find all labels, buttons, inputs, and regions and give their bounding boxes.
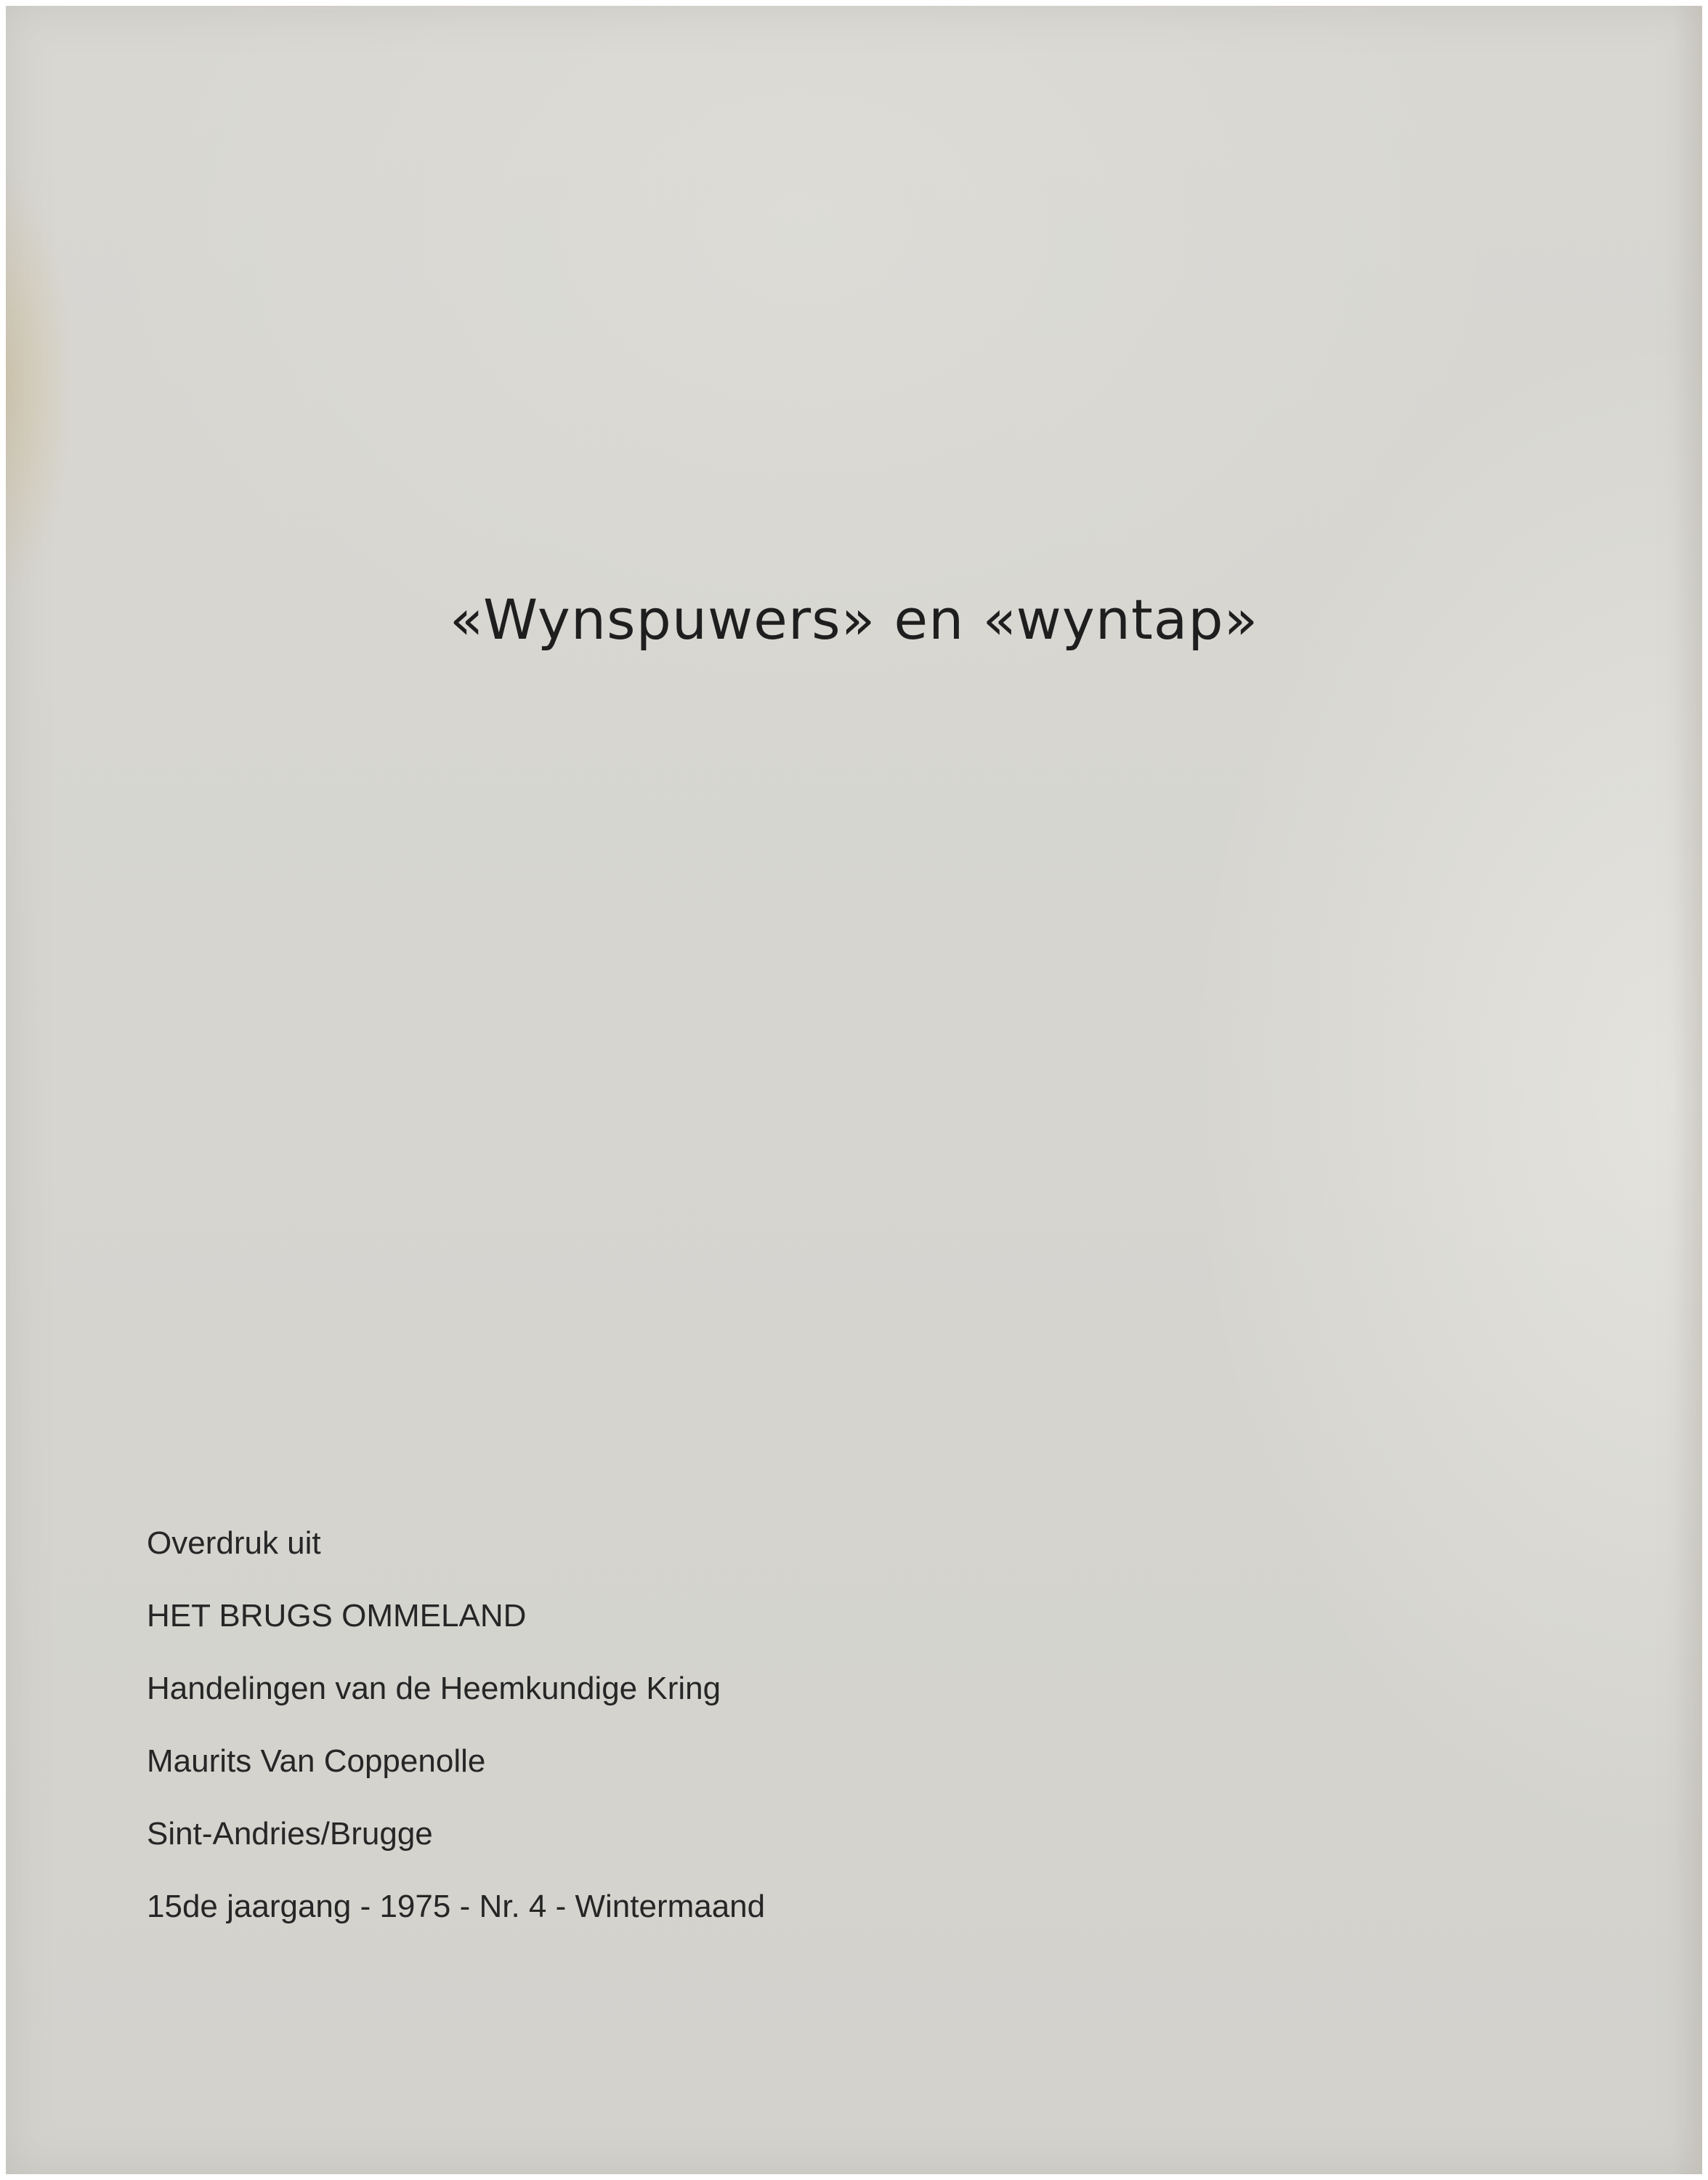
imprint-line-issue: 15de jaargang - 1975 - Nr. 4 - Wintermaand	[147, 1889, 766, 1924]
page-title: «Wynspuwers» en «wyntap»	[449, 587, 1259, 652]
imprint-line-place: Sint-Andries/Brugge	[147, 1816, 433, 1852]
imprint-line-proceedings: Handelingen van de Heemkundige Kring	[147, 1671, 721, 1706]
imprint-line-society: Maurits Van Coppenolle	[147, 1743, 486, 1779]
imprint-line-offprint: Overdruk uit	[147, 1525, 321, 1561]
document-page	[6, 6, 1702, 2174]
imprint-line-journal: HET BRUGS OMMELAND	[147, 1598, 527, 1634]
page-edge-shadow	[1673, 6, 1702, 2174]
imprint-block	[147, 1522, 1309, 1958]
